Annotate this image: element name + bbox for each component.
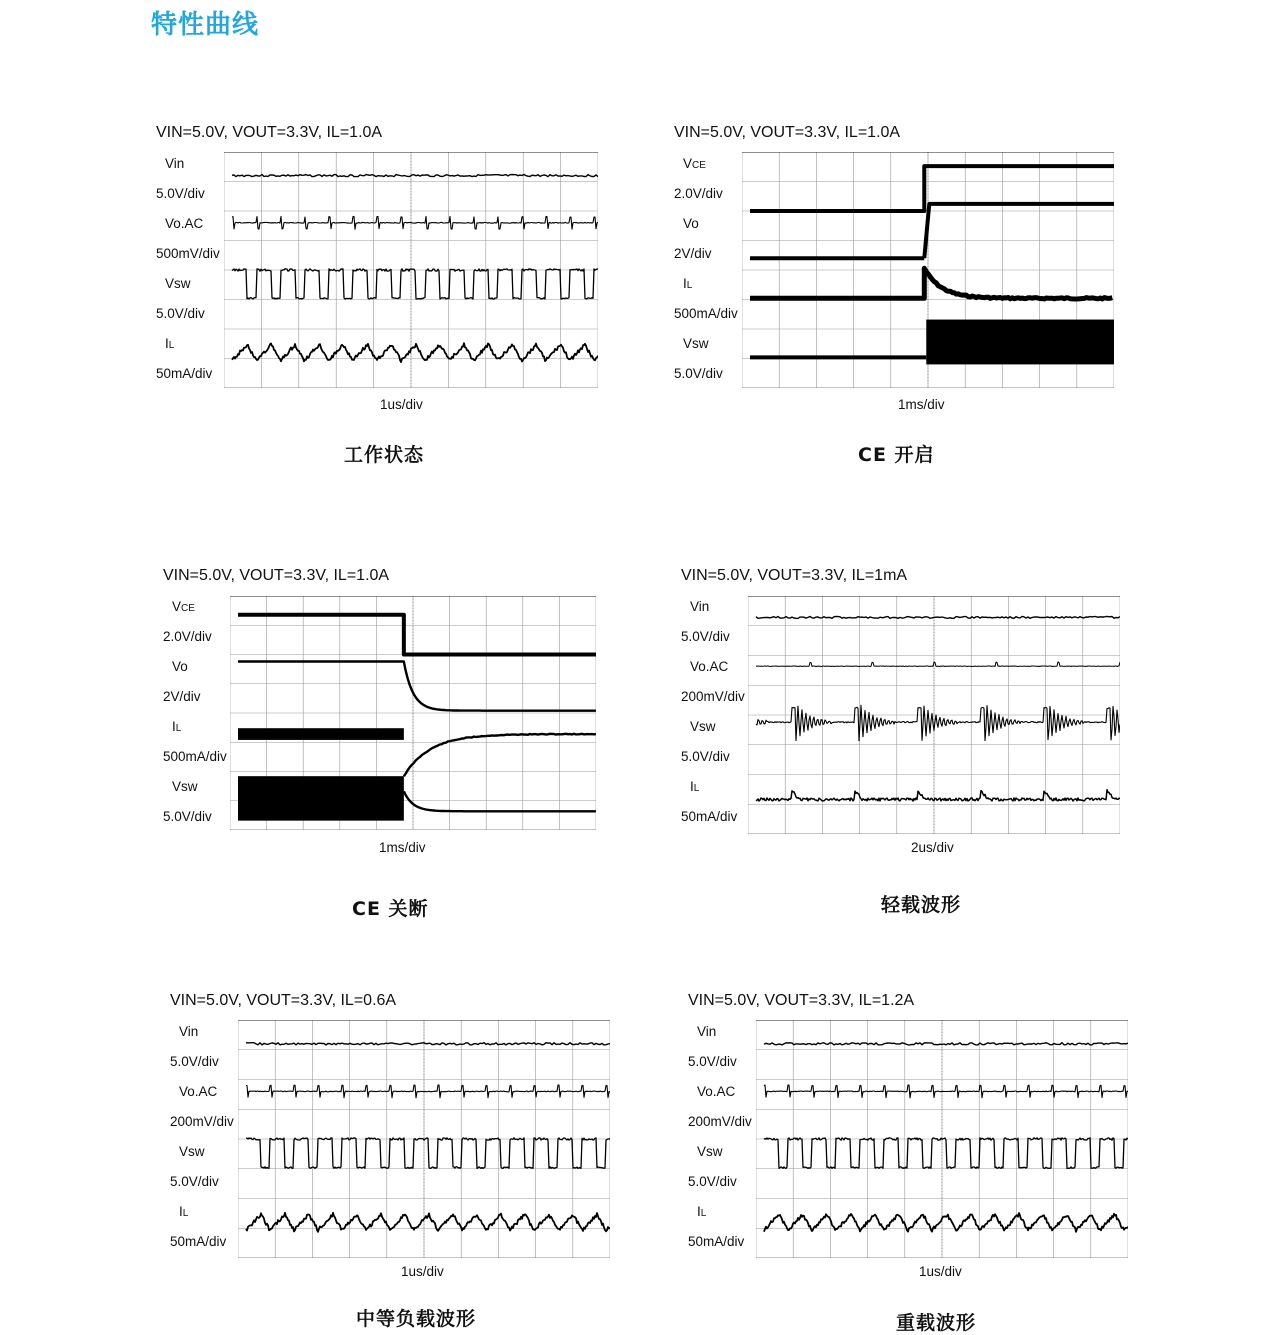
vsw-switching-block xyxy=(926,320,1114,365)
channel-scale: 2.0V/div xyxy=(674,186,723,201)
figure-caption: CE 关断 xyxy=(352,898,429,920)
channel-name: IL xyxy=(165,336,175,351)
oscilloscope-screen xyxy=(238,1020,610,1258)
test-condition: VIN=5.0V, VOUT=3.3V, IL=1.0A xyxy=(163,567,390,584)
channel-scale: 5.0V/div xyxy=(170,1054,219,1069)
vsw-trace xyxy=(404,791,596,811)
oscilloscope-screen xyxy=(742,152,1114,388)
channel-scale: 5.0V/div xyxy=(688,1054,737,1069)
vo-ac-trace xyxy=(756,662,1120,667)
channel-scale: 200mV/div xyxy=(681,689,745,704)
time-scale: 1us/div xyxy=(401,1264,444,1279)
channel-scale: 50mA/div xyxy=(170,1234,227,1249)
test-condition: VIN=5.0V, VOUT=3.3V, IL=0.6A xyxy=(170,992,397,1009)
channel-scale: 500mA/div xyxy=(163,749,227,764)
channel-name: Vo xyxy=(172,659,188,674)
channel-scale: 500mV/div xyxy=(156,246,220,261)
channel-scale: 5.0V/div xyxy=(163,809,212,824)
vsw-trace xyxy=(756,705,1120,741)
vo-trace xyxy=(238,662,596,711)
vsw-trace xyxy=(246,1138,610,1169)
vo-ac-trace xyxy=(764,1085,1128,1098)
oscilloscope-screen xyxy=(230,596,596,830)
oscilloscope-screen xyxy=(224,152,598,388)
vo-ac-trace xyxy=(232,216,598,229)
channel-name: IL xyxy=(179,1204,189,1219)
vin-trace xyxy=(232,175,598,177)
test-condition: VIN=5.0V, VOUT=3.3V, IL=1mA xyxy=(681,567,908,584)
channel-scale: 500mA/div xyxy=(674,306,738,321)
channel-name: Vo.AC xyxy=(179,1084,218,1099)
channel-scale: 2V/div xyxy=(163,689,201,704)
channel-scale: 50mA/div xyxy=(688,1234,745,1249)
vo-ac-trace xyxy=(246,1085,610,1098)
il-block xyxy=(238,728,404,740)
channel-scale: 5.0V/div xyxy=(681,749,730,764)
channel-name: Vin xyxy=(165,156,185,171)
channel-name: Vo.AC xyxy=(690,659,729,674)
time-scale: 2us/div xyxy=(911,840,954,855)
figure-caption: 重载波形 xyxy=(896,1312,977,1334)
il-trace xyxy=(404,734,596,777)
channel-name: VCE xyxy=(683,156,706,171)
vsw-trace xyxy=(232,269,598,299)
figure-caption: 中等负载波形 xyxy=(356,1308,477,1330)
channel-name: Vsw xyxy=(179,1144,205,1159)
oscilloscope-screen xyxy=(748,596,1120,834)
time-scale: 1ms/div xyxy=(898,397,945,412)
channel-name: Vo.AC xyxy=(165,216,204,231)
channel-scale: 5.0V/div xyxy=(156,186,205,201)
channel-scale: 200mV/div xyxy=(170,1114,234,1129)
channel-name: IL xyxy=(172,719,182,734)
channel-name: IL xyxy=(690,779,700,794)
channel-name: Vo.AC xyxy=(697,1084,736,1099)
test-condition: VIN=5.0V, VOUT=3.3V, IL=1.0A xyxy=(156,124,383,141)
channel-name: IL xyxy=(683,276,693,291)
channel-name: Vin xyxy=(179,1024,199,1039)
channel-name: Vsw xyxy=(690,719,716,734)
channel-name: Vsw xyxy=(165,276,191,291)
channel-scale: 5.0V/div xyxy=(688,1174,737,1189)
time-scale: 1ms/div xyxy=(379,840,426,855)
channel-scale: 50mA/div xyxy=(681,809,738,824)
vin-trace xyxy=(764,1043,1128,1045)
oscilloscope-screen xyxy=(756,1020,1128,1258)
channel-scale: 5.0V/div xyxy=(674,366,723,381)
test-condition: VIN=5.0V, VOUT=3.3V, IL=1.2A xyxy=(688,992,915,1009)
il-trace xyxy=(756,790,1120,801)
time-scale: 1us/div xyxy=(919,1264,962,1279)
vsw-switching-block xyxy=(238,776,404,820)
channel-name: Vo xyxy=(683,216,699,231)
channel-name: Vin xyxy=(697,1024,717,1039)
vin-trace xyxy=(756,616,1120,618)
test-condition: VIN=5.0V, VOUT=3.3V, IL=1.0A xyxy=(674,124,901,141)
vsw-trace xyxy=(764,1138,1128,1169)
channel-scale: 5.0V/div xyxy=(681,629,730,644)
channel-scale: 5.0V/div xyxy=(170,1174,219,1189)
channel-scale: 2V/div xyxy=(674,246,712,261)
figure-caption: 轻载波形 xyxy=(881,894,962,916)
channel-name: Vsw xyxy=(172,779,198,794)
il-trace xyxy=(232,343,598,362)
il-trace xyxy=(750,268,1112,299)
vce-trace xyxy=(238,615,596,655)
figure-caption: 工作状态 xyxy=(344,444,425,466)
section-title: 特性曲线 xyxy=(151,10,260,40)
channel-name: VCE xyxy=(172,599,195,614)
vo-trace xyxy=(924,204,1114,258)
il-trace xyxy=(246,1213,610,1232)
time-scale: 1us/div xyxy=(380,397,423,412)
channel-scale: 50mA/div xyxy=(156,366,213,381)
channel-name: Vin xyxy=(690,599,710,614)
figure-caption: CE 开启 xyxy=(858,444,935,466)
channel-scale: 5.0V/div xyxy=(156,306,205,321)
channel-name: IL xyxy=(697,1204,707,1219)
il-trace xyxy=(764,1213,1128,1232)
channel-name: Vsw xyxy=(683,336,709,351)
vin-trace xyxy=(246,1043,610,1045)
channel-scale: 200mV/div xyxy=(688,1114,752,1129)
channel-scale: 2.0V/div xyxy=(163,629,212,644)
channel-name: Vsw xyxy=(697,1144,723,1159)
